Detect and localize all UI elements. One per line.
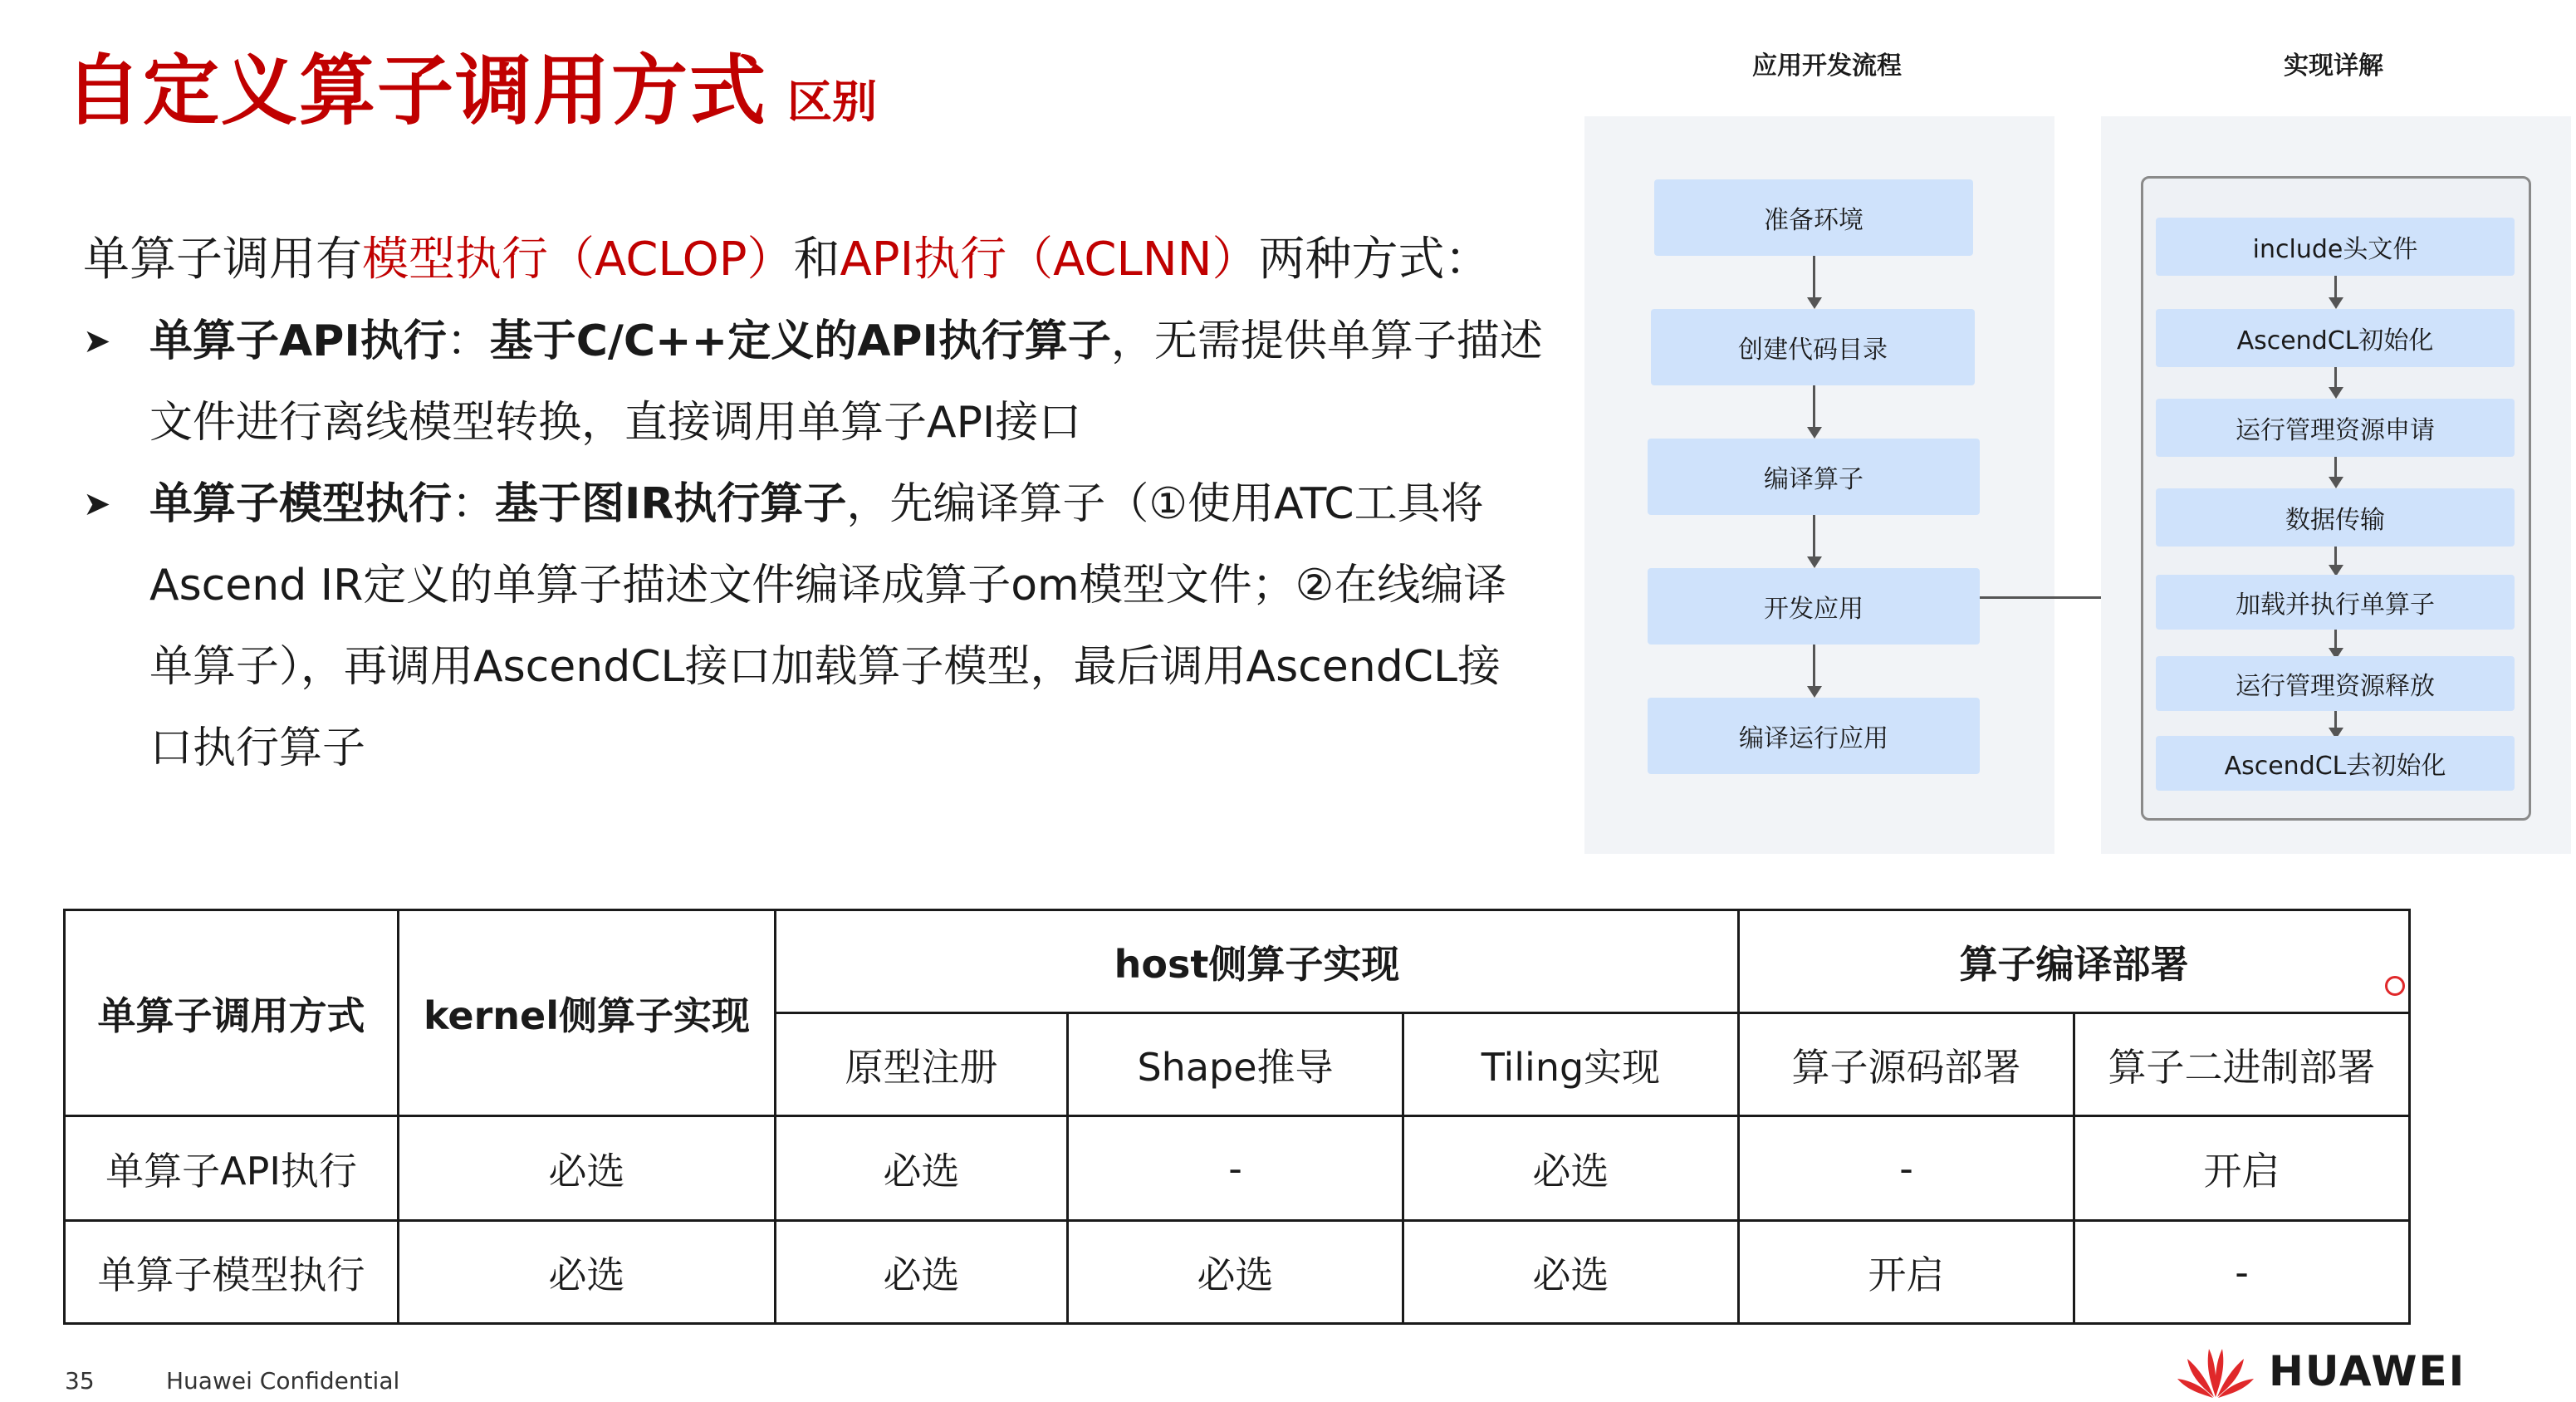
arrow-down-icon [1807,297,1822,309]
table-cell: 必选 [1403,1116,1739,1221]
arrow-down-icon [1807,427,1822,439]
table-cell: - [1739,1116,2074,1221]
comparison-table [63,909,2411,1325]
header-host-impl: host侧算子实现 [776,910,1739,1013]
table-cell: 必选 [399,1221,776,1324]
table-row [65,1221,2410,1324]
bullet-1-bold-part: 基于C/C++定义的API执行算子 [489,316,1111,366]
flow-step-create-dir: 创建代码目录 [1651,309,1975,385]
intro-line [83,223,1491,289]
table-cell: 必选 [1403,1221,1739,1324]
detail-step-resource-apply: 运行管理资源申请 [2156,399,2515,457]
bullet-2-heading: 单算子模型执行 [149,479,453,529]
bullet-2-line-3: 单算子），再调用AscendCL接口加载算子模型，最后调用AscendCL接 [149,642,1501,692]
detail-step-resource-release: 运行管理资源释放 [2156,656,2515,711]
arrow-down-icon [2329,477,2343,488]
page-number: 35 [65,1367,95,1395]
title-sub: 区别 [787,76,878,128]
intro-text-2: 和 [793,233,840,287]
bullet-arrow-icon: ➤ [83,322,111,360]
brand-name: HUAWEI [2269,1347,2466,1395]
flow-left-title: 应用开发流程 [1752,51,1902,81]
table-cell: 必选 [776,1221,1068,1324]
bullet-2-tail: ，先编译算子（①使用ATC工具将 [846,479,1484,529]
bullet-1-heading: 单算子API执行 [149,316,447,366]
arrow-down-icon [2329,297,2343,309]
flow-step-develop-app: 开发应用 [1648,568,1980,645]
intro-text-3: 两种方式： [1258,233,1491,287]
subheader-shape-infer: Shape推导 [1068,1013,1403,1116]
table-cell: 必选 [399,1116,776,1221]
bullet-1-line-2: 文件进行离线模型转换，直接调用单算子API接口 [149,398,1082,448]
intro-text-1: 单算子调用有 [83,233,362,287]
subheader-prototype-register: 原型注册 [776,1013,1068,1116]
huawei-logo [2174,1342,2466,1400]
table-cell: - [1068,1116,1403,1221]
row-label: 单算子API执行 [65,1116,399,1221]
confidential-label: Huawei Confidential [166,1367,400,1395]
detail-step-data-transfer: 数据传输 [2156,488,2515,547]
table-cell: 必选 [776,1116,1068,1221]
connector [1813,256,1815,299]
title-main: 自定义算子调用方式 [65,47,768,135]
bullet-2-bold-part: 基于图IR执行算子 [495,479,847,529]
connector [1813,385,1815,429]
arrow-down-icon [1807,686,1822,698]
bullet-1-tail: ，无需提供单算子描述 [1110,316,1543,366]
table-row [65,1116,2410,1221]
header-call-method: 单算子调用方式 [65,910,399,1116]
arrow-down-icon [2329,387,2343,399]
page-title [65,30,877,140]
table-cell: - [2074,1221,2410,1324]
subheader-binary-deploy: 算子二进制部署 [2074,1013,2410,1116]
table-cell: 开启 [1739,1221,2074,1324]
intro-highlight-aclnn: API执行（ACLNN） [840,233,1259,287]
detail-step-load-execute: 加载并执行单算子 [2156,575,2515,630]
subheader-source-deploy: 算子源码部署 [1739,1013,2074,1116]
bullet-model-execution: ➤ 单算子模型执行：基于图IR执行算子，先编译算子（①使用ATC工具将 Ascend IR定义的单算子描述文件编译成算子om模型文件；②在线编译 单算子），再调用AscendCL接口加载算子模型，最后调用AscendCL接 口执行算子 [83,463,1545,789]
flow-step-compile-run: 编译运行应用 [1648,698,1980,774]
arrow-down-icon [1807,556,1822,568]
table-cell: 必选 [1068,1221,1403,1324]
header-kernel-impl: kernel侧算子实现 [399,910,776,1116]
bullet-arrow-icon: ➤ [83,485,111,523]
intro-highlight-aclop: 模型执行（ACLOP） [362,233,794,287]
bullet-api-execution: ➤ 单算子API执行：基于C/C++定义的API执行算子，无需提供单算子描述 文件进行离线模型转换，直接调用单算子API接口 [83,301,1545,463]
detail-step-include: include头文件 [2156,218,2515,276]
flow-step-compile-op: 编译算子 [1648,439,1980,515]
header-compile-deploy: 算子编译部署 [1739,910,2410,1013]
row-label: 单算子模型执行 [65,1221,399,1324]
connector [1813,515,1815,558]
subheader-tiling-impl: Tiling实现 [1403,1013,1739,1116]
flow-right-title: 实现详解 [2284,51,2383,81]
detail-step-deinit: AscendCL去初始化 [2156,736,2515,791]
connector [1813,645,1815,688]
bullet-2-line-4: 口执行算子 [149,723,366,773]
flow-step-prepare-env: 准备环境 [1654,179,1973,256]
detail-step-init: AscendCL初始化 [2156,309,2515,367]
pointer-dot-icon [2385,976,2405,996]
huawei-flower-icon [2174,1342,2257,1400]
bullet-2-line-2: Ascend IR定义的单算子描述文件编译成算子om模型文件；②在线编译 [149,561,1507,610]
table-cell: 开启 [2074,1116,2410,1221]
